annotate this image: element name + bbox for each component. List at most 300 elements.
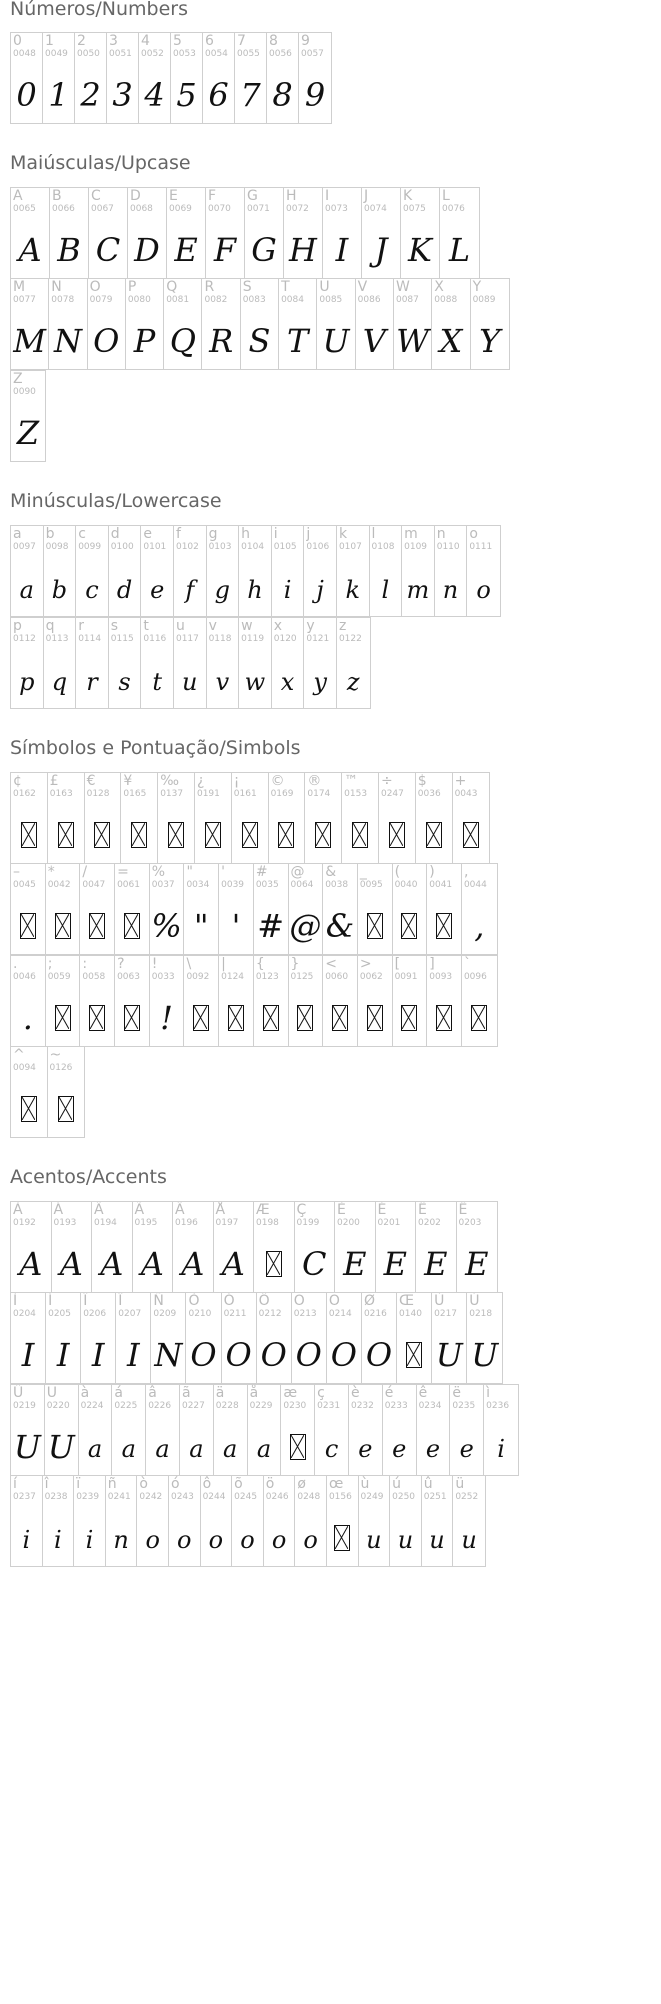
- glyph-cell: [383, 1385, 417, 1475]
- glyph-cell: [171, 33, 203, 123]
- char-label: Ô: [258, 1293, 270, 1309]
- char-code: 0203: [458, 1218, 482, 1228]
- glyph-row: [10, 1475, 486, 1567]
- char-label: b: [45, 526, 55, 542]
- missing-glyph-icon: [184, 994, 218, 1042]
- glyph-cell: [150, 956, 185, 1046]
- glyph-sample: i: [85, 1526, 94, 1554]
- glyph-sample: W: [396, 322, 430, 360]
- char-label: ú: [392, 1476, 401, 1492]
- char-code: 0224: [80, 1401, 104, 1411]
- glyph-row: [10, 955, 498, 1047]
- char-code: 0119: [241, 634, 265, 644]
- missing-glyph-icon: [254, 1240, 294, 1288]
- glyph-sample: O: [365, 1336, 393, 1374]
- char-label: /: [82, 864, 88, 880]
- glyph-sample: Z: [16, 414, 40, 452]
- glyph-cell: [45, 1385, 79, 1475]
- char-code: 0163: [49, 789, 73, 799]
- missing-glyph-icon: [115, 902, 149, 950]
- glyph-sample: ': [231, 907, 241, 945]
- glyph-sample: o: [240, 1526, 255, 1554]
- section-title: Minúsculas/Lowercase: [10, 490, 222, 512]
- glyph-cell: [85, 773, 122, 863]
- glyph-cell: [432, 279, 470, 369]
- glyph-cell: [435, 526, 468, 616]
- char-code: 0069: [169, 204, 192, 214]
- char-code: 0108: [371, 542, 395, 552]
- glyph-cell: [121, 773, 158, 863]
- char-label: ö: [265, 1476, 275, 1492]
- char-code: 0043: [454, 789, 478, 799]
- glyph-cell: [173, 1202, 214, 1292]
- missing-glyph-icon: [393, 902, 427, 950]
- char-label: <: [325, 956, 337, 972]
- char-code: 0122: [338, 634, 362, 644]
- glyph-sample: P: [133, 322, 156, 360]
- glyph-sample: A: [19, 1245, 43, 1283]
- glyph-cell: [46, 864, 81, 954]
- glyph-cell: [49, 279, 87, 369]
- char-code: 0193: [53, 1218, 77, 1228]
- char-code: 0103: [208, 542, 232, 552]
- glyph-cell: [219, 956, 254, 1046]
- char-code: 0105: [273, 542, 297, 552]
- char-code: 0225: [114, 1401, 138, 1411]
- missing-glyph-icon: [269, 811, 305, 859]
- char-label: Å: [215, 1202, 226, 1218]
- glyph-cell: [462, 864, 497, 954]
- char-code: 0202: [418, 1218, 441, 1228]
- char-label: Ù: [434, 1293, 445, 1309]
- char-code: 0118: [208, 634, 232, 644]
- char-label: 7: [237, 33, 246, 49]
- char-label: 2: [77, 33, 86, 49]
- glyph-cell: [214, 1385, 248, 1475]
- char-code: 0075: [403, 204, 426, 214]
- glyph-cell: [112, 1385, 146, 1475]
- glyph-cell: [394, 279, 432, 369]
- char-code: 0064: [290, 880, 314, 890]
- glyph-row: [10, 772, 490, 864]
- char-label: ô: [202, 1476, 212, 1492]
- glyph-sample: B: [57, 231, 81, 269]
- glyph-cell: [203, 33, 235, 123]
- char-label: Ó: [223, 1293, 235, 1309]
- char-label: z: [338, 618, 347, 634]
- char-label: N: [51, 279, 62, 295]
- glyph-cell: [11, 371, 45, 461]
- char-code: 0121: [306, 634, 330, 644]
- glyph-cell: [397, 1293, 432, 1383]
- glyph-sample: U: [47, 1428, 75, 1466]
- glyph-sample: a: [223, 1435, 238, 1463]
- char-code: 0072: [286, 204, 309, 214]
- char-code: 0210: [188, 1309, 212, 1319]
- glyph-sample: i: [22, 1526, 31, 1554]
- glyph-cell: [323, 864, 358, 954]
- char-code: 0076: [442, 204, 465, 214]
- glyph-cell: [257, 1293, 292, 1383]
- glyph-cell: [289, 956, 324, 1046]
- char-code: 0088: [434, 295, 458, 305]
- glyph-sample: s: [118, 668, 131, 696]
- glyph-sample: e: [459, 1435, 474, 1463]
- char-code: 0234: [418, 1401, 442, 1411]
- glyph-cell: [151, 1293, 186, 1383]
- glyph-cell: [88, 279, 126, 369]
- char-label: I: [325, 188, 330, 204]
- glyph-cell: [462, 956, 497, 1046]
- glyph-cell: [272, 618, 305, 708]
- char-label: &: [325, 864, 337, 880]
- char-label: Ö: [328, 1293, 340, 1309]
- glyph-sample: 7: [240, 76, 261, 114]
- glyph-sample: n: [113, 1526, 129, 1554]
- char-label: ÷: [380, 773, 393, 789]
- char-code: 0055: [237, 49, 260, 59]
- glyph-cell: [74, 1476, 106, 1566]
- char-code: 0209: [153, 1309, 177, 1319]
- char-code: 0252: [455, 1492, 479, 1502]
- char-label: c: [78, 526, 86, 542]
- glyph-cell: [422, 1476, 454, 1566]
- char-code: 0068: [130, 204, 153, 214]
- char-label: r: [78, 618, 84, 634]
- glyph-cell: [272, 526, 305, 616]
- char-code: 0245: [234, 1492, 258, 1502]
- glyph-cell: [335, 1202, 376, 1292]
- char-code: 0041: [429, 880, 453, 890]
- glyph-cell: [232, 773, 269, 863]
- char-code: 0040: [394, 880, 418, 890]
- glyph-sample: c: [324, 1435, 339, 1463]
- missing-glyph-icon: [232, 811, 268, 859]
- missing-glyph-icon: [46, 902, 80, 950]
- glyph-cell: [376, 1202, 417, 1292]
- glyph-sample: u: [366, 1526, 382, 1554]
- char-code: 0191: [196, 789, 220, 799]
- char-code: 0227: [181, 1401, 205, 1411]
- glyph-cell: [139, 33, 171, 123]
- char-code: 0113: [45, 634, 69, 644]
- glyph-sample: F: [213, 231, 237, 269]
- char-code: 0232: [350, 1401, 374, 1411]
- char-label: û: [423, 1476, 433, 1492]
- glyph-row: [10, 278, 510, 370]
- char-label: |: [221, 956, 226, 972]
- glyph-sample: 2: [80, 76, 101, 114]
- glyph-sample: 4: [144, 76, 165, 114]
- char-code: 0097: [13, 542, 36, 552]
- glyph-cell: [484, 1385, 518, 1475]
- glyph-cell: [362, 188, 401, 278]
- char-label: ø: [297, 1476, 306, 1492]
- char-label: ã: [181, 1385, 191, 1401]
- missing-glyph-icon: [323, 994, 357, 1042]
- char-label: p: [13, 618, 22, 634]
- char-code: 0065: [13, 204, 36, 214]
- glyph-cell: [254, 864, 289, 954]
- char-label: ): [429, 864, 435, 880]
- glyph-cell: [201, 1476, 233, 1566]
- glyph-cell: [11, 188, 50, 278]
- char-label: ]: [429, 956, 435, 972]
- char-code: 0246: [265, 1492, 289, 1502]
- glyph-cell: [305, 773, 342, 863]
- glyph-cell: [44, 526, 77, 616]
- char-code: 0056: [269, 49, 292, 59]
- glyph-sample: H: [289, 231, 317, 269]
- glyph-cell: [402, 526, 435, 616]
- char-label: ™: [344, 773, 359, 789]
- char-code: 0086: [357, 295, 381, 305]
- char-code: 0197: [215, 1218, 239, 1228]
- glyph-sample: O: [190, 1336, 217, 1374]
- char-label: ¢: [13, 773, 22, 789]
- glyph-cell: [358, 956, 393, 1046]
- glyph-sample: &: [325, 907, 355, 945]
- glyph-cell: [359, 1476, 391, 1566]
- glyph-cell: [195, 773, 232, 863]
- char-code: 0034: [186, 880, 210, 890]
- char-label: œ: [328, 1476, 344, 1492]
- char-label: Y: [472, 279, 482, 295]
- glyph-cell: [327, 1476, 359, 1566]
- glyph-sample: %: [151, 907, 182, 945]
- glyph-cell: [315, 1385, 349, 1475]
- missing-glyph-icon: [397, 1331, 431, 1379]
- glyph-cell: [141, 618, 174, 708]
- glyph-cell: [289, 864, 324, 954]
- glyph-cell: [43, 33, 75, 123]
- char-label: C: [91, 188, 101, 204]
- glyph-cell: [184, 956, 219, 1046]
- glyph-cell: [323, 956, 358, 1046]
- char-label: É: [377, 1202, 387, 1218]
- glyph-cell: [48, 1047, 85, 1137]
- glyph-sample: O: [295, 1336, 322, 1374]
- char-code: 0233: [384, 1401, 408, 1411]
- char-code: 0140: [399, 1309, 422, 1319]
- glyph-cell: [11, 526, 44, 616]
- glyph-cell: [164, 279, 202, 369]
- char-code: 0216: [363, 1309, 387, 1319]
- char-label: v: [208, 618, 217, 634]
- char-code: 0042: [47, 880, 71, 890]
- missing-glyph-icon: [254, 994, 288, 1042]
- char-label: X: [434, 279, 444, 295]
- glyph-cell: [89, 188, 128, 278]
- glyph-sample: N: [53, 322, 82, 360]
- glyph-row: [10, 1292, 503, 1384]
- missing-glyph-icon: [11, 811, 47, 859]
- glyph-sample: u: [182, 668, 198, 696]
- char-label: ‰: [160, 773, 179, 789]
- char-code: 0051: [109, 49, 132, 59]
- char-code: 0085: [319, 295, 343, 305]
- glyph-sample: o: [177, 1526, 192, 1554]
- missing-glyph-icon: [342, 811, 378, 859]
- glyph-sample: E: [343, 1245, 367, 1283]
- glyph-sample: I: [21, 1336, 35, 1374]
- char-label: î: [44, 1476, 49, 1492]
- char-code: 0226: [148, 1401, 172, 1411]
- char-code: 0098: [45, 542, 69, 552]
- glyph-sample: f: [185, 576, 195, 604]
- char-label: u: [175, 618, 185, 634]
- glyph-sample: i: [54, 1526, 62, 1554]
- glyph-cell: [281, 1385, 315, 1475]
- glyph-sample: C: [95, 231, 121, 269]
- char-label: k: [338, 526, 348, 542]
- char-code: 0174: [307, 789, 331, 799]
- glyph-row: [10, 370, 46, 462]
- char-code: 0099: [78, 542, 102, 552]
- char-label: *: [47, 864, 55, 880]
- glyph-cell: [128, 188, 167, 278]
- char-label: Ä: [175, 1202, 185, 1218]
- glyph-sample: o: [271, 1526, 287, 1554]
- glyph-sample: I: [335, 231, 349, 269]
- char-label: Q: [166, 279, 178, 295]
- glyph-sample: d: [116, 576, 133, 604]
- char-code: 0050: [77, 49, 100, 59]
- char-label: T: [281, 279, 290, 295]
- char-code: 0094: [13, 1063, 36, 1073]
- char-code: 0104: [241, 542, 265, 552]
- glyph-cell: [427, 956, 462, 1046]
- glyph-cell: [46, 956, 81, 1046]
- char-code: 0237: [13, 1492, 36, 1502]
- char-label: Ë: [458, 1202, 468, 1218]
- glyph-cell: [453, 1476, 485, 1566]
- char-code: 0107: [338, 542, 362, 552]
- glyph-cell: [76, 618, 109, 708]
- char-label: ": [186, 864, 193, 880]
- glyph-sample: m: [406, 576, 430, 604]
- char-label: Á: [53, 1202, 64, 1218]
- missing-glyph-icon: [85, 811, 121, 859]
- char-label: ñ: [107, 1476, 117, 1492]
- glyph-sample: q: [51, 668, 68, 696]
- char-code: 0231: [317, 1401, 341, 1411]
- glyph-sample: 0: [16, 76, 37, 114]
- char-code: 0081: [166, 295, 190, 305]
- glyph-cell: [50, 188, 89, 278]
- char-label: !: [151, 956, 158, 972]
- char-label: h: [241, 526, 251, 542]
- glyph-sample: A: [140, 1245, 164, 1283]
- char-label: ®: [307, 773, 322, 789]
- missing-glyph-icon: [46, 994, 80, 1042]
- char-label: A: [13, 188, 23, 204]
- glyph-cell: [222, 1293, 257, 1383]
- glyph-cell: [180, 1385, 214, 1475]
- char-label: U: [319, 279, 330, 295]
- char-code: 0123: [255, 972, 279, 982]
- glyph-sample: a: [189, 1435, 204, 1463]
- glyph-cell: [467, 1293, 502, 1383]
- glyph-sample: R: [209, 322, 234, 360]
- section-title: Maiúsculas/Upcase: [10, 152, 191, 174]
- char-code: 0082: [204, 295, 228, 305]
- char-code: 0213: [293, 1309, 317, 1319]
- glyph-sample: T: [287, 322, 309, 360]
- char-code: 0242: [139, 1492, 163, 1502]
- char-label: Õ: [293, 1293, 305, 1309]
- glyph-cell: [427, 864, 462, 954]
- section-title: Números/Numbers: [10, 0, 188, 20]
- char-code: 0250: [392, 1492, 416, 1502]
- char-code: 0059: [47, 972, 71, 982]
- char-code: 0101: [143, 542, 167, 552]
- char-code: 0095: [359, 880, 383, 890]
- char-label: m: [404, 526, 418, 542]
- glyph-cell: [317, 279, 355, 369]
- char-label: õ: [234, 1476, 243, 1492]
- char-label: í: [13, 1476, 17, 1492]
- char-code: 0071: [247, 204, 270, 214]
- char-code: 0248: [297, 1492, 321, 1502]
- char-label: 1: [45, 33, 54, 49]
- char-label: Ü: [46, 1385, 58, 1401]
- char-label: à: [80, 1385, 90, 1401]
- char-code: 0251: [423, 1492, 447, 1502]
- glyph-sample: p: [19, 668, 35, 696]
- glyph-cell: [323, 188, 362, 278]
- glyph-sample: O: [225, 1336, 252, 1374]
- char-label: ù: [360, 1476, 370, 1492]
- char-label: Ê: [418, 1202, 427, 1218]
- glyph-sample: O: [260, 1336, 287, 1374]
- char-label: á: [114, 1385, 123, 1401]
- missing-glyph-icon: [379, 811, 415, 859]
- glyph-cell: [133, 1202, 174, 1292]
- char-code: 0063: [117, 972, 140, 982]
- char-code: 0106: [306, 542, 330, 552]
- glyph-sample: i: [283, 576, 292, 604]
- char-label: å: [249, 1385, 259, 1401]
- glyph-cell: [264, 1476, 296, 1566]
- char-label: ~: [49, 1047, 62, 1063]
- char-code: 0120: [273, 634, 297, 644]
- char-code: 0093: [429, 972, 453, 982]
- glyph-cell: [48, 773, 85, 863]
- char-code: 0219: [13, 1401, 36, 1411]
- section-title: Acentos/Accents: [10, 1166, 167, 1188]
- char-code: 0241: [107, 1492, 131, 1502]
- glyph-sample: D: [134, 231, 160, 269]
- glyph-cell: [174, 526, 207, 616]
- char-code: 0036: [417, 789, 441, 799]
- char-code: 0124: [221, 972, 245, 982]
- char-label: W: [395, 279, 410, 295]
- char-code: 0218: [469, 1309, 493, 1319]
- char-label: +: [454, 773, 467, 789]
- char-code: 0070: [208, 204, 231, 214]
- char-label: D: [130, 188, 141, 204]
- char-code: 0061: [117, 880, 140, 890]
- glyph-sample: .: [22, 999, 33, 1037]
- char-code: 0214: [328, 1309, 352, 1319]
- char-code: 0205: [48, 1309, 71, 1319]
- glyph-sample: !: [160, 999, 174, 1037]
- missing-glyph-icon: [427, 994, 461, 1042]
- char-label: ë: [452, 1385, 461, 1401]
- glyph-cell: [80, 864, 115, 954]
- glyph-sample: a: [256, 1435, 272, 1463]
